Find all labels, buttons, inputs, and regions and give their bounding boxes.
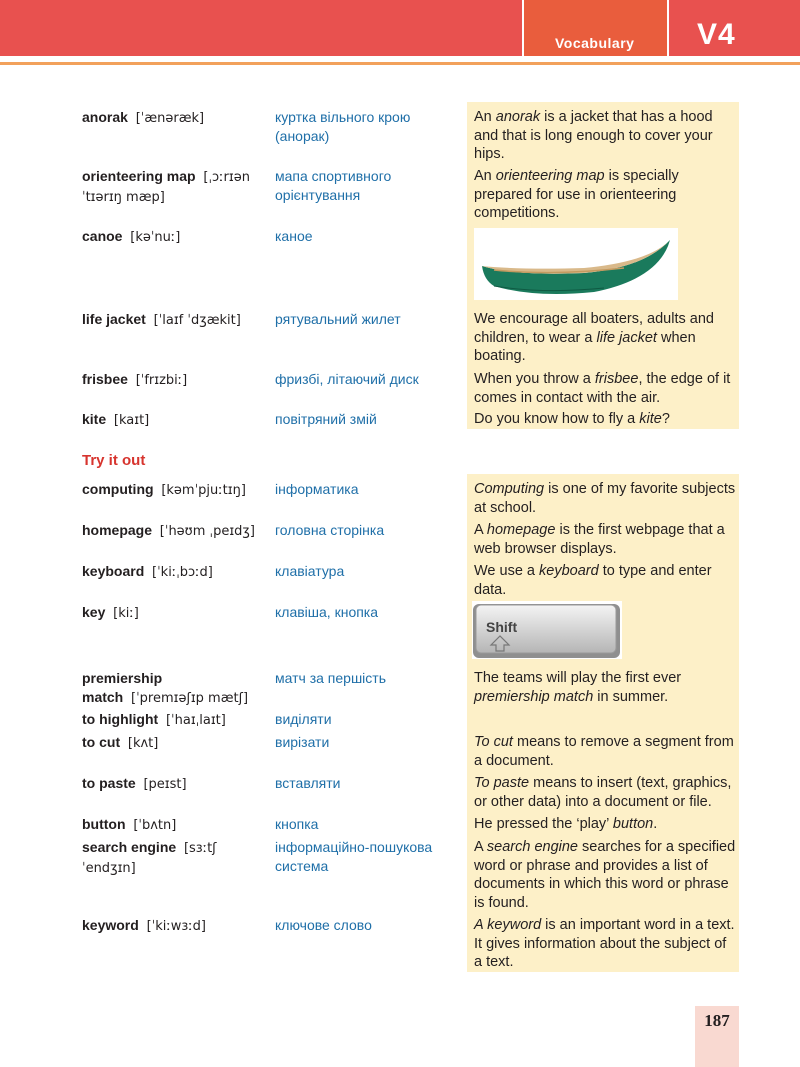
- definition-text: A: [474, 839, 487, 855]
- definition-text: is the first webpage that a web browser displays.: [474, 522, 725, 557]
- word-pronunciation: [kiː]: [113, 606, 139, 621]
- word-pronunciation: [ˈbʌtn]: [133, 818, 177, 833]
- canoe-icon: [474, 228, 678, 300]
- word-pronunciation: [ˌɔːrɪənˈtɪərɪŋ mæp]: [82, 170, 250, 205]
- word-translation: матч за першість: [275, 670, 386, 686]
- section-title: Try it out: [82, 452, 146, 469]
- word-pronunciation: [ˈlaɪf ˈdʒækit]: [153, 313, 241, 328]
- word-headword: keyword: [82, 917, 139, 933]
- word-headword: keyboard: [82, 563, 145, 579]
- word-translation: фризбі, літаючий диск: [275, 371, 419, 387]
- word-headword: to highlight: [82, 711, 159, 727]
- word-definition: [474, 370, 736, 407]
- word-definition: [474, 916, 736, 972]
- word-headword: frisbee: [82, 371, 128, 387]
- definition-term: To cut: [474, 734, 513, 750]
- word-translation: каное: [275, 228, 313, 244]
- definition-text: The teams will play the first ever: [474, 670, 682, 686]
- vocab-word: [82, 669, 252, 708]
- word-definition: [474, 815, 736, 834]
- vocab-word: [82, 916, 267, 936]
- definition-text: .: [653, 816, 658, 832]
- definition-term: To paste: [474, 775, 530, 791]
- definition-text: means to remove a segment from a document.: [474, 734, 734, 769]
- shift-key-image: [472, 601, 622, 659]
- word-pronunciation: [kəmˈpjuːtɪŋ]: [161, 483, 246, 498]
- definition-text: is specially prepared for use in orienteering competitions.: [474, 168, 679, 221]
- word-pronunciation: [ˈhaɪˌlaɪt]: [165, 713, 226, 728]
- word-translation: клавіша, кнопка: [275, 604, 379, 620]
- definition-term: keyboard: [539, 563, 599, 579]
- word-translation: інформатика: [275, 481, 359, 497]
- vocab-word: [82, 310, 267, 330]
- vocab-word: [82, 710, 267, 730]
- definition-text: Do you know how to fly a: [474, 411, 640, 427]
- section-label: Vocabulary: [555, 35, 635, 51]
- definition-term: search engine: [486, 839, 578, 855]
- definition-text: When you throw a: [474, 371, 595, 387]
- word-pronunciation: [ˈpremɪəʃɪp mætʃ]: [131, 691, 249, 706]
- vocab-word: [82, 480, 267, 500]
- definition-text: is a jacket that has a hood and that is long enough to cover your hips.: [474, 109, 713, 162]
- definition-term: homepage: [486, 522, 556, 538]
- definition-term: kite: [639, 411, 662, 427]
- canoe-image: [474, 228, 678, 300]
- word-translation: виділяти: [275, 711, 332, 727]
- word-headword: to cut: [82, 734, 121, 750]
- word-translation: клавіатура: [275, 563, 345, 579]
- word-translation: головна сторінка: [275, 522, 385, 538]
- word-pronunciation: [kʌt]: [127, 736, 159, 751]
- vocab-word: [82, 370, 267, 390]
- word-headword: anorak: [82, 109, 128, 125]
- vocab-word: [82, 815, 267, 835]
- word-pronunciation: [ˈænəræk]: [135, 111, 205, 126]
- vocab-word: [82, 562, 267, 582]
- word-translation: мапа спортивного орієнтування: [275, 168, 392, 203]
- word-definition: [474, 562, 736, 599]
- word-pronunciation: [ˈkiːˌbɔːd]: [152, 565, 213, 580]
- word-headword: search engine: [82, 839, 177, 855]
- word-translation: інформаційно-пошукова система: [275, 839, 433, 874]
- vocab-word: [82, 774, 267, 794]
- word-definition: [474, 669, 736, 706]
- word-pronunciation: [ˈkiːwɜːd]: [146, 919, 207, 934]
- vocab-word: [82, 521, 267, 541]
- definition-text: A: [474, 522, 487, 538]
- word-headword: button: [82, 816, 126, 832]
- word-headword: computing: [82, 481, 154, 497]
- vocab-word: [82, 733, 267, 753]
- word-headword: canoe: [82, 228, 123, 244]
- definition-term: Computing: [474, 481, 545, 497]
- word-pronunciation: [kəˈnuː]: [130, 230, 181, 245]
- definition-text: is an important word in a text. It gives information about the subject of a text.: [474, 917, 735, 970]
- vocab-word: [82, 603, 267, 623]
- definition-text: in summer.: [593, 688, 669, 705]
- definition-text: when boating.: [474, 329, 696, 364]
- unit-label: V4: [697, 18, 736, 51]
- word-headword: homepage: [82, 522, 153, 538]
- vocab-word: [82, 227, 267, 247]
- definition-text: to type and enter data.: [474, 563, 712, 598]
- definition-text: searches for a specified word or phrase and provides a list of documents in which this word or phrase is found.: [474, 839, 736, 911]
- definition-text: ?: [661, 411, 670, 427]
- definition-text: means to insert (text, graphics, or other data) into a document or file.: [474, 775, 732, 810]
- word-translation: кнопка: [275, 816, 319, 832]
- header-rule: [0, 62, 800, 65]
- definition-text: We encourage all boaters, adults and children, to wear a: [474, 311, 714, 346]
- word-pronunciation: [sɜːtʃ ˈendʒɪn]: [82, 841, 217, 876]
- definition-text: We use a: [474, 563, 540, 579]
- word-translation: ключове слово: [275, 917, 372, 933]
- definition-term: orienteering map: [495, 168, 605, 184]
- definition-text: , the edge of it comes in contact with the air.: [474, 371, 731, 406]
- word-headword: orienteering map: [82, 168, 196, 184]
- word-definition: [474, 410, 736, 429]
- word-definition: [474, 167, 736, 223]
- word-translation: повітряний змій: [275, 411, 377, 427]
- definition-text: An: [474, 168, 496, 184]
- shift-key-icon: [472, 601, 622, 659]
- vocab-word: [82, 838, 252, 878]
- word-translation: рятувальний жилет: [275, 311, 401, 327]
- vocab-word: [82, 108, 267, 128]
- definition-term: A keyword: [474, 917, 542, 933]
- definition-term: premiership match: [474, 688, 594, 705]
- word-pronunciation: [peɪst]: [143, 777, 187, 792]
- word-translation: куртка вільного крою (анорак): [275, 109, 411, 144]
- word-definition: [474, 774, 736, 811]
- word-definition: [474, 108, 736, 164]
- definition-term: life jacket: [596, 329, 657, 346]
- vocab-word: [82, 410, 267, 430]
- definition-text: An: [474, 109, 496, 125]
- vocab-word: [82, 167, 252, 207]
- word-pronunciation: [kaɪt]: [113, 413, 150, 428]
- word-headword: life jacket: [82, 311, 146, 327]
- word-headword: kite: [82, 411, 107, 427]
- word-headword: to paste: [82, 775, 136, 791]
- word-definition: [474, 310, 736, 366]
- word-translation: вставляти: [275, 775, 341, 791]
- word-headword: key: [82, 604, 106, 620]
- definition-text: He pressed the ‘play’: [474, 816, 613, 832]
- word-headword: premiership match: [82, 670, 163, 705]
- word-definition: [474, 838, 736, 912]
- word-pronunciation: [ˈfrɪzbiː]: [135, 373, 188, 388]
- definition-text: is one of my favorite subjects at school.: [474, 481, 736, 516]
- word-definition: [474, 733, 736, 770]
- definition-term: frisbee: [594, 371, 639, 387]
- definition-term: anorak: [495, 109, 541, 125]
- definition-term: button: [612, 816, 654, 832]
- word-definition: [474, 480, 736, 517]
- word-translation: вирізати: [275, 734, 330, 750]
- word-pronunciation: [ˈhəʊm ˌpeɪdʒ]: [159, 524, 255, 539]
- word-definition: [474, 521, 736, 558]
- shift-key-label: Shift: [486, 619, 518, 635]
- page-number: 187: [704, 1011, 730, 1030]
